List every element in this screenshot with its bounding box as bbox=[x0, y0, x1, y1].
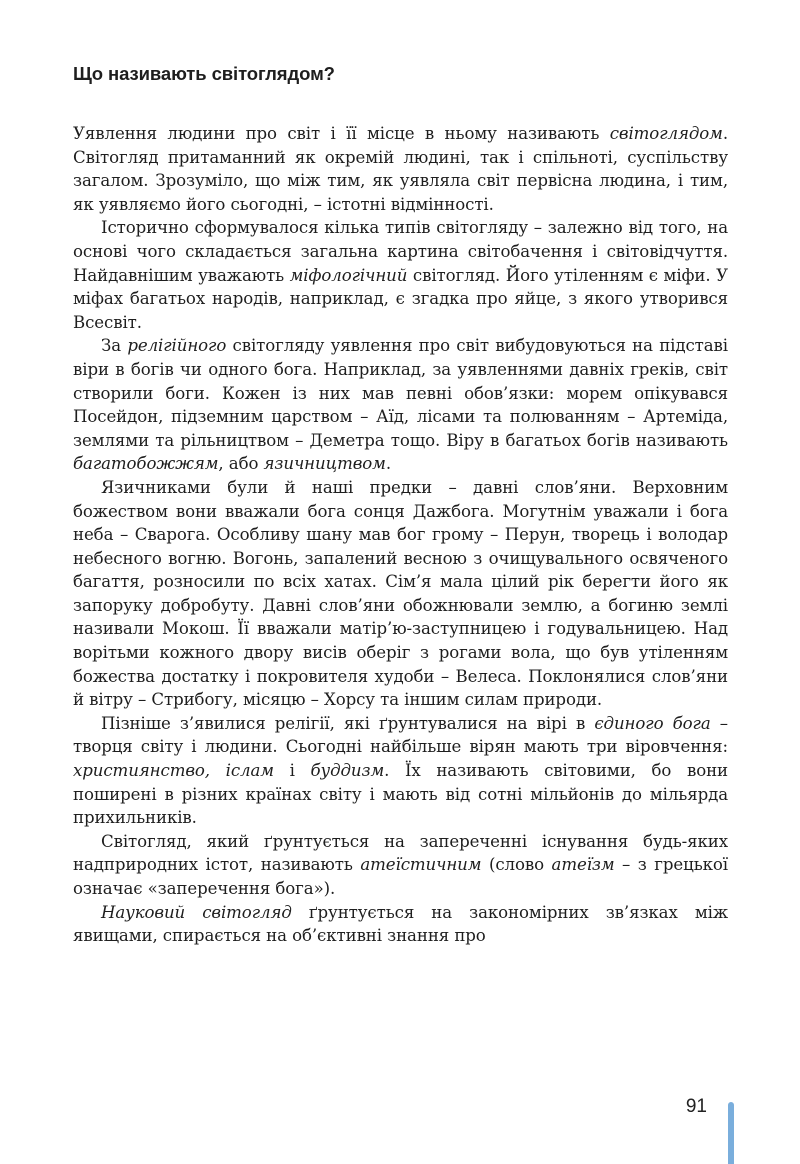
italic-term: єдиного бога bbox=[594, 713, 711, 733]
italic-term: язичництвом bbox=[263, 454, 386, 474]
body-text bbox=[73, 122, 728, 948]
textbook-page bbox=[73, 62, 728, 948]
italic-term: міфологічний bbox=[289, 265, 408, 285]
italic-term: багатобожжям bbox=[73, 454, 219, 474]
paragraph: Науковий світогляд ґрунтується на закономірних зв’язках між явищами, спирається на об’єктивні знання про bbox=[73, 902, 728, 946]
italic-term: християнство, іслам bbox=[73, 761, 274, 781]
page-number: 91 bbox=[685, 1096, 707, 1117]
paragraph: Уявлення людини про світ і її місце в ньому називають світоглядом. Світогляд притаманний як окремій людині, так і спільноті, суспільству загалом. Зрозуміло, що між тим, як уявляла світ первісна людина, і тим, як уявляємо його сьогодні, – істотні відмінності. bbox=[73, 124, 728, 214]
italic-term: релігійного bbox=[127, 336, 227, 356]
page-edge-bar bbox=[728, 1102, 734, 1164]
section-heading: Що називають світоглядом? bbox=[73, 63, 335, 84]
paragraph: Язичниками були й наші предки – давні слов’яни. Верховним божеством вони вважали бога сонця Дажбога. Могутнім уважали і бога неба – Сварога. Особливу шану мав бог грому – Перун, творець і володар небесного вогню. Вогонь, запалений весною з очищувального освяченого багаття, розносили по всіх хатах. Сім’я мала цілий рік берегти його як запоруку добробуту. Давні слов’яни обожнювали землю, а богиню землі називали Мокош. Її вважали матір’ю-заступницею і годувальницею. Над ворітьми кожного двору висів оберіг з рогами вола, що був утіленням божества достатку і покровителя худоби – Велеса. Поклонялися слов’яни й вітру – Стрибогу, місяцю – Хорсу та іншим силам природи. bbox=[73, 477, 728, 710]
paragraph: Світогляд, який ґрунтується на запереченні існування будь-яких надприродних істот, називають атеїстичним (слово атеїзм – з грецької означає «заперечення бога»). bbox=[73, 831, 728, 898]
italic-term: буддизм bbox=[310, 761, 385, 781]
paragraph: Пізніше з’явилися релігії, які ґрунтувалися на вірі в єдиного бога – творця світу і людини. Сьогодні найбільше вірян мають три віровчення: християнство, іслам і буддизм. Їх називають світовими, бо вони поширені в різних країнах світу і мають від сотні мільйонів до мільярда прихильників. bbox=[73, 713, 728, 828]
paragraph: Історично сформувалося кілька типів світогляду – залежно від того, на основі чого складається загальна картина світобачення і світовідчуття. Найдавнішим уважають міфологічний світогляд. Його утіленням є міфи. У міфах багатьох народів, наприклад, є згадка про яйце, з якого утворився Всесвіт. bbox=[73, 218, 728, 332]
paragraph: За релігійного світогляду уявлення про світ вибудовуються на підставі віри в богів чи одного бога. Наприклад, за уявленнями давніх греків, світ створили боги. Кожен із них мав певні обов’язки: морем опікувався Посейдон, підземним царством – Аїд, лісами та полюванням – Артеміда, землями та рільництвом – Деметра тощо. Віру в багатьох богів називають багатобожжям, або язичництвом. bbox=[73, 336, 728, 474]
italic-term: атеїзм bbox=[551, 855, 615, 875]
italic-term: Науковий світогляд bbox=[101, 902, 292, 922]
italic-term: світоглядом bbox=[609, 124, 723, 143]
italic-term: атеїстичним bbox=[360, 855, 482, 875]
